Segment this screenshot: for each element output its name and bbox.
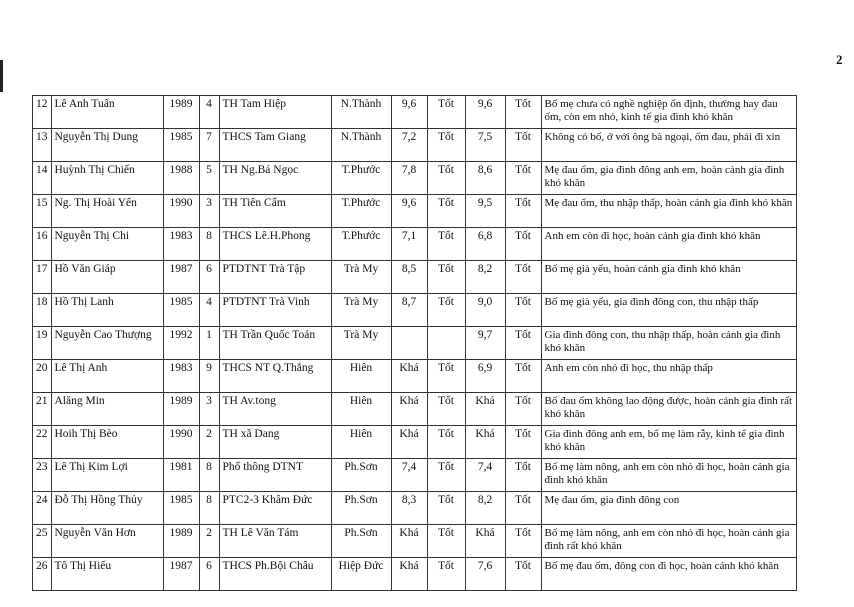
birth-year: 1981 <box>163 459 199 492</box>
conduct-2: Tốt <box>505 459 541 492</box>
grade-level: 8 <box>199 228 219 261</box>
circumstance-note: Bố mẹ làm nông, anh em còn nhỏ đi học, hoàn cảnh gia đình khó khăn <box>541 459 796 492</box>
circumstance-note: Không có bố, ở với ông bà ngoại, ốm đau, phải đi xin <box>541 129 796 162</box>
birth-year: 1983 <box>163 228 199 261</box>
conduct-2: Tốt <box>505 294 541 327</box>
conduct-1: Tốt <box>427 294 465 327</box>
student-name: Đỗ Thị Hồng Thủy <box>51 492 163 525</box>
conduct-2: Tốt <box>505 393 541 426</box>
score-1 <box>391 327 427 360</box>
table-row <box>33 261 797 294</box>
student-name: Tô Thị Hiếu <box>51 558 163 591</box>
grade-level: 6 <box>199 261 219 294</box>
grade-level: 3 <box>199 195 219 228</box>
conduct-1: Tốt <box>427 525 465 558</box>
circumstance-note: Gia đình đông anh em, bố mẹ làm rẫy, kinh tế gia đình khó khăn <box>541 426 796 459</box>
score-2: 7,6 <box>465 558 505 591</box>
table-row <box>33 294 797 327</box>
score-2: Khá <box>465 426 505 459</box>
student-name: Alăng Min <box>51 393 163 426</box>
table-row <box>33 129 797 162</box>
school-name: TH Tiên Cẩm <box>219 195 331 228</box>
birth-year: 1989 <box>163 96 199 129</box>
district-name: T.Phước <box>331 228 391 261</box>
conduct-1: Tốt <box>427 162 465 195</box>
table-row <box>33 393 797 426</box>
student-name: Lê Anh Tuấn <box>51 96 163 129</box>
circumstance-note: Mẹ đau ốm, gia đình đông con <box>541 492 796 525</box>
district-name: Trà My <box>331 261 391 294</box>
student-name: Hồ Thị Lanh <box>51 294 163 327</box>
score-2: 8,2 <box>465 261 505 294</box>
school-name: TH Ng.Bá Ngọc <box>219 162 331 195</box>
table-row <box>33 459 797 492</box>
row-number: 12 <box>33 96 52 129</box>
birth-year: 1989 <box>163 393 199 426</box>
school-name: THCS Ph.Bội Châu <box>219 558 331 591</box>
district-name: Trà My <box>331 327 391 360</box>
conduct-1: Tốt <box>427 492 465 525</box>
table-row <box>33 162 797 195</box>
circumstance-note: Bố mẹ chưa có nghề nghiệp ổn định, thường hay đau ốm, còn em nhỏ, kinh tế gia đình khó khăn <box>541 96 796 129</box>
conduct-2: Tốt <box>505 228 541 261</box>
table-row <box>33 360 797 393</box>
circumstance-note: Bố mẹ già yếu, gia đình đông con, thu nhập thấp <box>541 294 796 327</box>
table-body <box>33 96 797 591</box>
score-1: Khá <box>391 360 427 393</box>
row-number: 17 <box>33 261 52 294</box>
circumstance-note: Gia đình đông con, thu nhập thấp, hoàn cảnh gia đình khó khăn <box>541 327 796 360</box>
score-1: 7,2 <box>391 129 427 162</box>
student-table <box>32 95 797 591</box>
table-row <box>33 525 797 558</box>
school-name: TH xã Dang <box>219 426 331 459</box>
circumstance-note: Bố đau ốm không lao động được, hoàn cảnh gia đình rất khó khăn <box>541 393 796 426</box>
school-name: THCS NT Q.Thắng <box>219 360 331 393</box>
circumstance-note: Bố mẹ đau ốm, đông con đi học, hoàn cảnh khó khăn <box>541 558 796 591</box>
grade-level: 2 <box>199 426 219 459</box>
school-name: TH Lê Văn Tám <box>219 525 331 558</box>
grade-level: 8 <box>199 492 219 525</box>
circumstance-note: Bố mẹ làm nông, anh em còn nhỏ đi học, hoàn cảnh gia đình rất khó khăn <box>541 525 796 558</box>
table-row <box>33 558 797 591</box>
grade-level: 4 <box>199 96 219 129</box>
table-row <box>33 228 797 261</box>
district-name: Hiên <box>331 393 391 426</box>
student-name: Ng. Thị Hoài Yến <box>51 195 163 228</box>
circumstance-note: Bố mẹ già yếu, hoàn cảnh gia đình khó khăn <box>541 261 796 294</box>
district-name: Hiệp Đức <box>331 558 391 591</box>
conduct-2: Tốt <box>505 261 541 294</box>
district-name: Trà My <box>331 294 391 327</box>
row-number: 26 <box>33 558 52 591</box>
row-number: 13 <box>33 129 52 162</box>
student-name: Nguyễn Thị Dung <box>51 129 163 162</box>
score-1: 7,4 <box>391 459 427 492</box>
student-name: Lê Thị Kim Lợi <box>51 459 163 492</box>
district-name: Ph.Sơn <box>331 492 391 525</box>
score-2: 7,4 <box>465 459 505 492</box>
row-number: 19 <box>33 327 52 360</box>
score-1: 8,5 <box>391 261 427 294</box>
school-name: TH Tam Hiệp <box>219 96 331 129</box>
table-row <box>33 96 797 129</box>
row-number: 20 <box>33 360 52 393</box>
conduct-2: Tốt <box>505 360 541 393</box>
district-name: Ph.Sơn <box>331 525 391 558</box>
district-name: N.Thành <box>331 96 391 129</box>
birth-year: 1990 <box>163 195 199 228</box>
grade-level: 7 <box>199 129 219 162</box>
grade-level: 4 <box>199 294 219 327</box>
score-2: 8,6 <box>465 162 505 195</box>
student-name: Huỳnh Thị Chiến <box>51 162 163 195</box>
district-name: T.Phước <box>331 162 391 195</box>
birth-year: 1988 <box>163 162 199 195</box>
circumstance-note: Anh em còn nhỏ đi học, thu nhập thấp <box>541 360 796 393</box>
birth-year: 1985 <box>163 492 199 525</box>
school-name: THCS Lê.H.Phong <box>219 228 331 261</box>
table-row <box>33 492 797 525</box>
page-number: 2 <box>836 52 843 67</box>
score-1: Khá <box>391 525 427 558</box>
score-1: 9,6 <box>391 195 427 228</box>
score-2: 9,5 <box>465 195 505 228</box>
birth-year: 1985 <box>163 294 199 327</box>
score-1: 9,6 <box>391 96 427 129</box>
grade-level: 8 <box>199 459 219 492</box>
birth-year: 1989 <box>163 525 199 558</box>
school-name: PTDTNT Trà Tập <box>219 261 331 294</box>
district-name: Hiên <box>331 360 391 393</box>
score-1: 8,7 <box>391 294 427 327</box>
birth-year: 1987 <box>163 261 199 294</box>
table-row <box>33 426 797 459</box>
grade-level: 3 <box>199 393 219 426</box>
school-name: Phổ thông DTNT <box>219 459 331 492</box>
row-number: 25 <box>33 525 52 558</box>
row-number: 15 <box>33 195 52 228</box>
student-name: Lê Thị Anh <box>51 360 163 393</box>
grade-level: 1 <box>199 327 219 360</box>
conduct-2: Tốt <box>505 96 541 129</box>
score-2: Khá <box>465 525 505 558</box>
conduct-1 <box>427 327 465 360</box>
score-2: 8,2 <box>465 492 505 525</box>
student-name: Nguyễn Văn Hơn <box>51 525 163 558</box>
district-name: N.Thành <box>331 129 391 162</box>
score-1: Khá <box>391 393 427 426</box>
conduct-2: Tốt <box>505 129 541 162</box>
school-name: PTC2-3 Khâm Đức <box>219 492 331 525</box>
score-1: Khá <box>391 558 427 591</box>
conduct-2: Tốt <box>505 162 541 195</box>
student-name: Hồ Văn Giáp <box>51 261 163 294</box>
conduct-1: Tốt <box>427 558 465 591</box>
conduct-2: Tốt <box>505 426 541 459</box>
conduct-2: Tốt <box>505 558 541 591</box>
birth-year: 1992 <box>163 327 199 360</box>
conduct-2: Tốt <box>505 327 541 360</box>
conduct-2: Tốt <box>505 195 541 228</box>
table-row <box>33 195 797 228</box>
conduct-1: Tốt <box>427 393 465 426</box>
district-name: T.Phước <box>331 195 391 228</box>
district-name: Hiên <box>331 426 391 459</box>
circumstance-note: Mẹ đau ốm, gia đình đông anh em, hoàn cảnh gia đình khó khăn <box>541 162 796 195</box>
school-name: PTDTNT Trà Vinh <box>219 294 331 327</box>
row-number: 16 <box>33 228 52 261</box>
score-2: Khá <box>465 393 505 426</box>
table-row <box>33 327 797 360</box>
score-2: 9,7 <box>465 327 505 360</box>
row-number: 21 <box>33 393 52 426</box>
row-number: 14 <box>33 162 52 195</box>
score-1: 7,8 <box>391 162 427 195</box>
conduct-1: Tốt <box>427 459 465 492</box>
student-name: Nguyễn Thị Chi <box>51 228 163 261</box>
birth-year: 1990 <box>163 426 199 459</box>
conduct-2: Tốt <box>505 492 541 525</box>
score-1: Khá <box>391 426 427 459</box>
circumstance-note: Mẹ đau ốm, thu nhập thấp, hoàn cảnh gia đình khó khăn <box>541 195 796 228</box>
scan-edge-mark <box>0 60 3 92</box>
student-name: Hoih Thị Bèo <box>51 426 163 459</box>
score-2: 9,0 <box>465 294 505 327</box>
score-2: 6,8 <box>465 228 505 261</box>
conduct-1: Tốt <box>427 228 465 261</box>
conduct-2: Tốt <box>505 525 541 558</box>
conduct-1: Tốt <box>427 261 465 294</box>
circumstance-note: Anh em còn đi học, hoàn cảnh gia đình khó khăn <box>541 228 796 261</box>
score-1: 7,1 <box>391 228 427 261</box>
grade-level: 6 <box>199 558 219 591</box>
school-name: THCS Tam Giang <box>219 129 331 162</box>
grade-level: 9 <box>199 360 219 393</box>
conduct-1: Tốt <box>427 129 465 162</box>
school-name: TH Av.tong <box>219 393 331 426</box>
school-name: TH Trần Quốc Toản <box>219 327 331 360</box>
row-number: 23 <box>33 459 52 492</box>
grade-level: 2 <box>199 525 219 558</box>
conduct-1: Tốt <box>427 426 465 459</box>
score-2: 9,6 <box>465 96 505 129</box>
row-number: 22 <box>33 426 52 459</box>
conduct-1: Tốt <box>427 195 465 228</box>
grade-level: 5 <box>199 162 219 195</box>
score-1: 8,3 <box>391 492 427 525</box>
score-2: 6,9 <box>465 360 505 393</box>
conduct-1: Tốt <box>427 360 465 393</box>
birth-year: 1987 <box>163 558 199 591</box>
district-name: Ph.Sơn <box>331 459 391 492</box>
row-number: 24 <box>33 492 52 525</box>
conduct-1: Tốt <box>427 96 465 129</box>
student-name: Nguyễn Cao Thượng <box>51 327 163 360</box>
score-2: 7,5 <box>465 129 505 162</box>
birth-year: 1983 <box>163 360 199 393</box>
birth-year: 1985 <box>163 129 199 162</box>
row-number: 18 <box>33 294 52 327</box>
